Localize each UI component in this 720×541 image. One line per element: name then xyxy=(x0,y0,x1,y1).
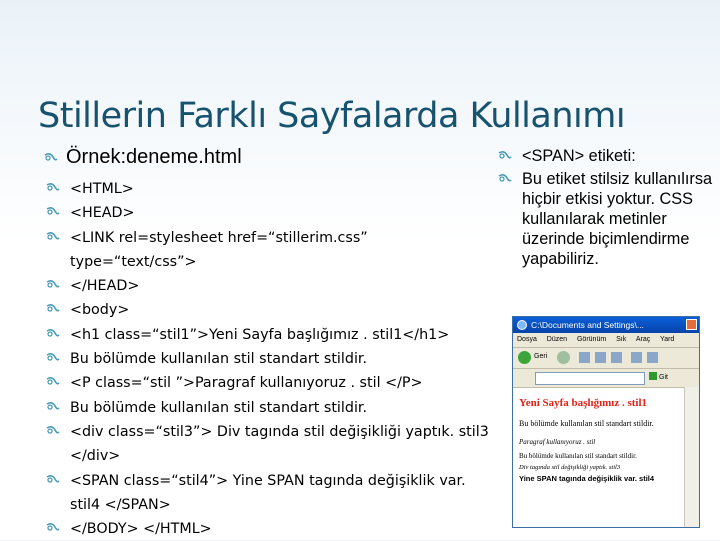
span-description xyxy=(498,169,718,269)
code-text: <div class=“stil3”> Div tagında stil değişikliği yaptık. stil3 xyxy=(70,423,489,440)
go-button: Git xyxy=(649,372,671,384)
bullet-icon xyxy=(498,151,512,161)
browser-menu-bar xyxy=(513,333,699,348)
code-line xyxy=(46,396,496,420)
browser-title-bar xyxy=(513,317,699,333)
bullet-icon xyxy=(46,183,60,193)
bullet-icon xyxy=(46,377,60,387)
stop-icon xyxy=(579,352,590,363)
code-text: <LINK rel=stylesheet href=“stillerim.css” type=“text/css”> xyxy=(70,229,368,270)
code-line xyxy=(46,177,496,201)
back-label: Geri xyxy=(534,353,548,360)
home-icon xyxy=(611,352,622,363)
code-text: Bu bölümde kullanılan stil standart stildir. xyxy=(70,351,368,368)
code-text: Bu bölümde kullanılan stil standart stildir. xyxy=(70,399,368,416)
code-text: </HEAD> xyxy=(70,278,140,295)
forward-arrow-icon xyxy=(557,351,570,364)
bullet-icon xyxy=(44,153,58,163)
code-text: </BODY> </HTML> xyxy=(70,521,212,538)
bullet-icon xyxy=(46,523,60,533)
span-heading xyxy=(498,146,718,166)
bullet-icon xyxy=(46,329,60,339)
slide-title: Stillerin Farklı Sayfalarda Kullanımı xyxy=(38,96,626,136)
bullet-icon xyxy=(46,304,60,314)
code-line xyxy=(46,298,496,322)
code-text: <HEAD> xyxy=(70,205,135,222)
code-line xyxy=(46,323,496,347)
subheading-text: Örnek:deneme.html xyxy=(66,146,242,168)
code-text: </div> xyxy=(70,448,121,465)
rendered-line: Bu bölümde kullanılan stil standart stildir. xyxy=(519,419,654,428)
bullet-icon xyxy=(46,426,60,436)
browser-window-title: C:\Documents and Settings\... xyxy=(531,320,644,330)
code-text: stil4 </SPAN> xyxy=(70,496,171,513)
rendered-line: Bu bölümde kullanılan stil standart stildir. xyxy=(519,452,637,460)
browser-scrollbar xyxy=(684,387,699,527)
close-icon xyxy=(686,319,697,330)
code-line xyxy=(46,226,496,275)
menu-item: Dosya xyxy=(517,336,537,343)
browser-page-content xyxy=(513,387,683,527)
code-line xyxy=(46,201,496,225)
browser-screenshot xyxy=(512,316,700,528)
code-text: <P class=“stil ”>Paragraf kullanıyoruz . stil </P> xyxy=(70,375,423,392)
menu-item: Düzen xyxy=(546,336,568,343)
code-line xyxy=(46,371,496,395)
menu-item: Görünüm xyxy=(576,336,607,343)
span-heading-text: <SPAN> etiketi: xyxy=(522,147,636,165)
rendered-span-line: Yine SPAN tagında değişiklik var. stil4 xyxy=(519,474,655,483)
menu-item: Sık xyxy=(616,336,627,343)
browser-address-bar xyxy=(513,369,699,388)
rendered-heading: Yeni Sayfa başlığımız . stil1 xyxy=(519,397,648,409)
menu-item: Yard xyxy=(660,336,675,343)
code-list xyxy=(46,177,496,541)
code-line xyxy=(46,517,496,541)
bullet-icon xyxy=(46,207,60,217)
bullet-icon xyxy=(498,174,512,184)
code-line xyxy=(46,347,496,371)
span-explanation xyxy=(498,146,718,272)
code-line xyxy=(46,274,496,298)
refresh-icon xyxy=(595,352,606,363)
code-line xyxy=(46,420,496,469)
back-arrow-icon xyxy=(518,351,531,364)
code-line xyxy=(46,469,496,518)
bullet-icon xyxy=(46,402,60,412)
rendered-div-line: Div tagında stil değişikliği yaptık. stil3 xyxy=(519,464,621,471)
browser-toolbar xyxy=(513,348,699,369)
bullet-icon xyxy=(46,280,60,290)
favorites-icon xyxy=(647,352,658,363)
code-text: <SPAN class=“stil4”> Yine SPAN tagında değişiklik var. xyxy=(70,472,466,489)
bullet-icon xyxy=(46,475,60,485)
span-description-text: Bu etiket stilsiz kullanılırsa hiçbir etkisi yoktur. CSS kullanılarak metinler üzerinde biçimlendirme yapabiliriz. xyxy=(522,170,713,268)
menu-item: Araç xyxy=(635,336,651,343)
search-icon xyxy=(631,352,642,363)
code-text: <h1 class=“stil1”>Yeni Sayfa başlığımız . stil1</h1> xyxy=(70,326,450,343)
bullet-icon xyxy=(46,232,60,242)
bullet-icon xyxy=(46,353,60,363)
example-subheading xyxy=(46,146,242,169)
address-field xyxy=(535,372,645,385)
code-text: <body> xyxy=(70,302,130,319)
code-text: <HTML> xyxy=(70,181,134,197)
ie-logo-icon xyxy=(517,320,527,330)
rendered-paragraph: Paragraf kullanıyoruz . stil xyxy=(519,438,596,446)
